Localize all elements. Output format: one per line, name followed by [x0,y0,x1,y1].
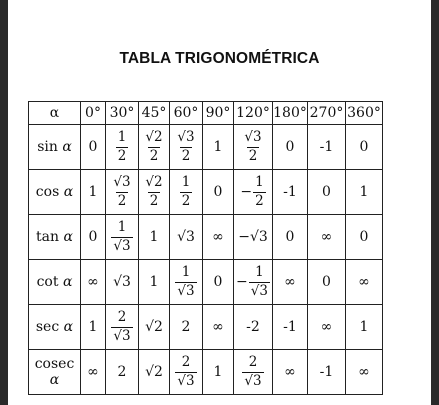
fraction-numerator: 1 [181,264,191,280]
value-cell: 1 [203,125,234,170]
value-cell: 1 [346,170,383,215]
fraction-denominator: 2 [181,147,191,164]
value-cell: √3 [170,215,203,260]
value-cell: -1 [273,305,308,350]
value-cell: 0 [308,170,346,215]
minus-sign: − [236,274,248,290]
value-cell: −√3 [234,215,273,260]
value-cell: ∞ [203,305,234,350]
table-row-tan [29,215,383,260]
table-body [29,125,383,395]
value-cell: ∞ [308,305,346,350]
function-name: cosec [34,356,75,372]
angle-variable: α [63,319,74,335]
header-cell-60: 60° [170,102,203,125]
header-cell-180: 180° [273,102,308,125]
fraction [175,131,196,163]
value-cell [106,305,139,350]
fraction-numerator: √2 [145,174,163,190]
function-label-cos [29,170,81,215]
value-cell: 1 [81,170,106,215]
fraction [111,176,132,208]
table-row-cos [29,170,383,215]
value-cell [234,350,273,395]
value-cell: 1 [203,350,234,395]
fraction [175,266,196,298]
value-cell [106,215,139,260]
header-cell-angle: α [29,102,81,125]
value-cell: 0 [346,125,383,170]
value-cell [170,260,203,305]
angle-variable: α [63,229,73,245]
value-cell: ∞ [81,260,106,305]
fraction-denominator: 2 [248,147,258,164]
fraction [143,176,164,208]
function-name: sec [35,319,60,335]
fraction-numerator: 1 [181,174,191,190]
table-row-sin [29,125,383,170]
fraction-denominator: 2 [255,192,264,209]
fraction-denominator: √3 [250,282,268,299]
header-cell-30: 30° [106,102,139,125]
page-title: TABLA TRIGONOMÉTRICA [119,50,320,67]
header-cell-0: 0° [81,102,106,125]
fraction [180,176,193,208]
fraction-numerator: 2 [248,354,258,370]
angle-variable: α [63,184,74,200]
header-cell-120: 120° [234,102,273,125]
function-name: tan [36,229,60,245]
function-label-sin [29,125,81,170]
trig-table [28,101,383,395]
value-cell: 1 [346,305,383,350]
value-cell: 1 [139,260,170,305]
fraction [253,176,266,208]
value-cell: √2 [139,305,170,350]
header-cell-90: 90° [203,102,234,125]
table-row-cosec [29,350,383,395]
fraction-denominator: 2 [117,147,127,164]
fraction [111,221,132,253]
value-cell: 0 [273,125,308,170]
table-row-sec [29,305,383,350]
value-cell: 0 [273,215,308,260]
fraction-numerator: 2 [117,309,127,325]
value-cell: -1 [273,170,308,215]
value-cell: 0 [203,170,234,215]
fraction-numerator: √3 [177,129,195,145]
value-cell: ∞ [81,350,106,395]
value-cell [234,260,273,305]
function-name: cot [36,274,59,290]
value-cell: -2 [234,305,273,350]
minus-sign: − [240,184,253,200]
value-cell: 0 [346,215,383,260]
fraction-denominator: 2 [149,192,159,209]
value-cell: 0 [81,215,106,260]
fraction-numerator: 1 [255,174,264,190]
fraction [143,131,164,163]
value-cell: ∞ [203,215,234,260]
function-label-cosec [29,350,81,395]
value-cell [234,170,273,215]
function-label-tan [29,215,81,260]
document-page [8,0,431,405]
header-row [29,102,383,125]
value-cell: 0 [81,125,106,170]
value-cell [234,125,273,170]
value-cell: √2 [139,350,170,395]
value-cell: -1 [308,125,346,170]
fraction-numerator: √2 [145,129,163,145]
value-cell: ∞ [308,215,346,260]
value-cell: ∞ [273,350,308,395]
value-cell: 2 [170,305,203,350]
angle-variable: α [62,274,73,290]
fraction-numerator: √3 [113,174,131,190]
value-cell: ∞ [273,260,308,305]
value-cell: 0 [203,260,234,305]
fraction-numerator: 1 [117,219,127,235]
fraction-denominator: √3 [113,327,131,344]
value-cell [106,170,139,215]
fraction [249,266,270,298]
fraction-numerator: 1 [117,129,127,145]
value-cell [170,170,203,215]
value-cell [139,125,170,170]
negative-fraction [236,266,270,298]
value-cell: -1 [308,350,346,395]
header-cell-45: 45° [139,102,170,125]
fraction-numerator: 2 [181,354,191,370]
fraction-denominator: √3 [177,282,195,299]
value-cell: 2 [106,350,139,395]
value-cell: 0 [308,260,346,305]
fraction-denominator: √3 [244,372,262,389]
value-cell: 1 [81,305,106,350]
fraction [242,356,263,388]
fraction [111,311,132,343]
value-cell [170,125,203,170]
value-cell: 1 [139,215,170,260]
fraction-denominator: √3 [113,237,131,254]
fraction [242,131,263,163]
header-cell-270: 270° [308,102,346,125]
fraction [116,131,129,163]
fraction-numerator: 1 [255,264,264,280]
value-cell [106,125,139,170]
value-cell [170,350,203,395]
function-label-sec [29,305,81,350]
fraction-denominator: 2 [149,147,159,164]
function-name: cos [35,184,60,200]
value-cell: √3 [106,260,139,305]
value-cell: ∞ [346,260,383,305]
header-cell-360: 360° [346,102,383,125]
value-cell: ∞ [346,350,383,395]
function-label-cot [29,260,81,305]
value-cell [139,170,170,215]
negative-fraction [240,176,265,208]
fraction-numerator: √3 [244,129,262,145]
angle-variable: α [62,139,72,155]
fraction-denominator: 2 [181,192,191,209]
fraction-denominator: 2 [117,192,127,209]
angle-variable: α [49,372,60,388]
fraction-denominator: √3 [177,372,195,389]
fraction [175,356,196,388]
function-name: sin [37,139,58,155]
table-row-cot [29,260,383,305]
